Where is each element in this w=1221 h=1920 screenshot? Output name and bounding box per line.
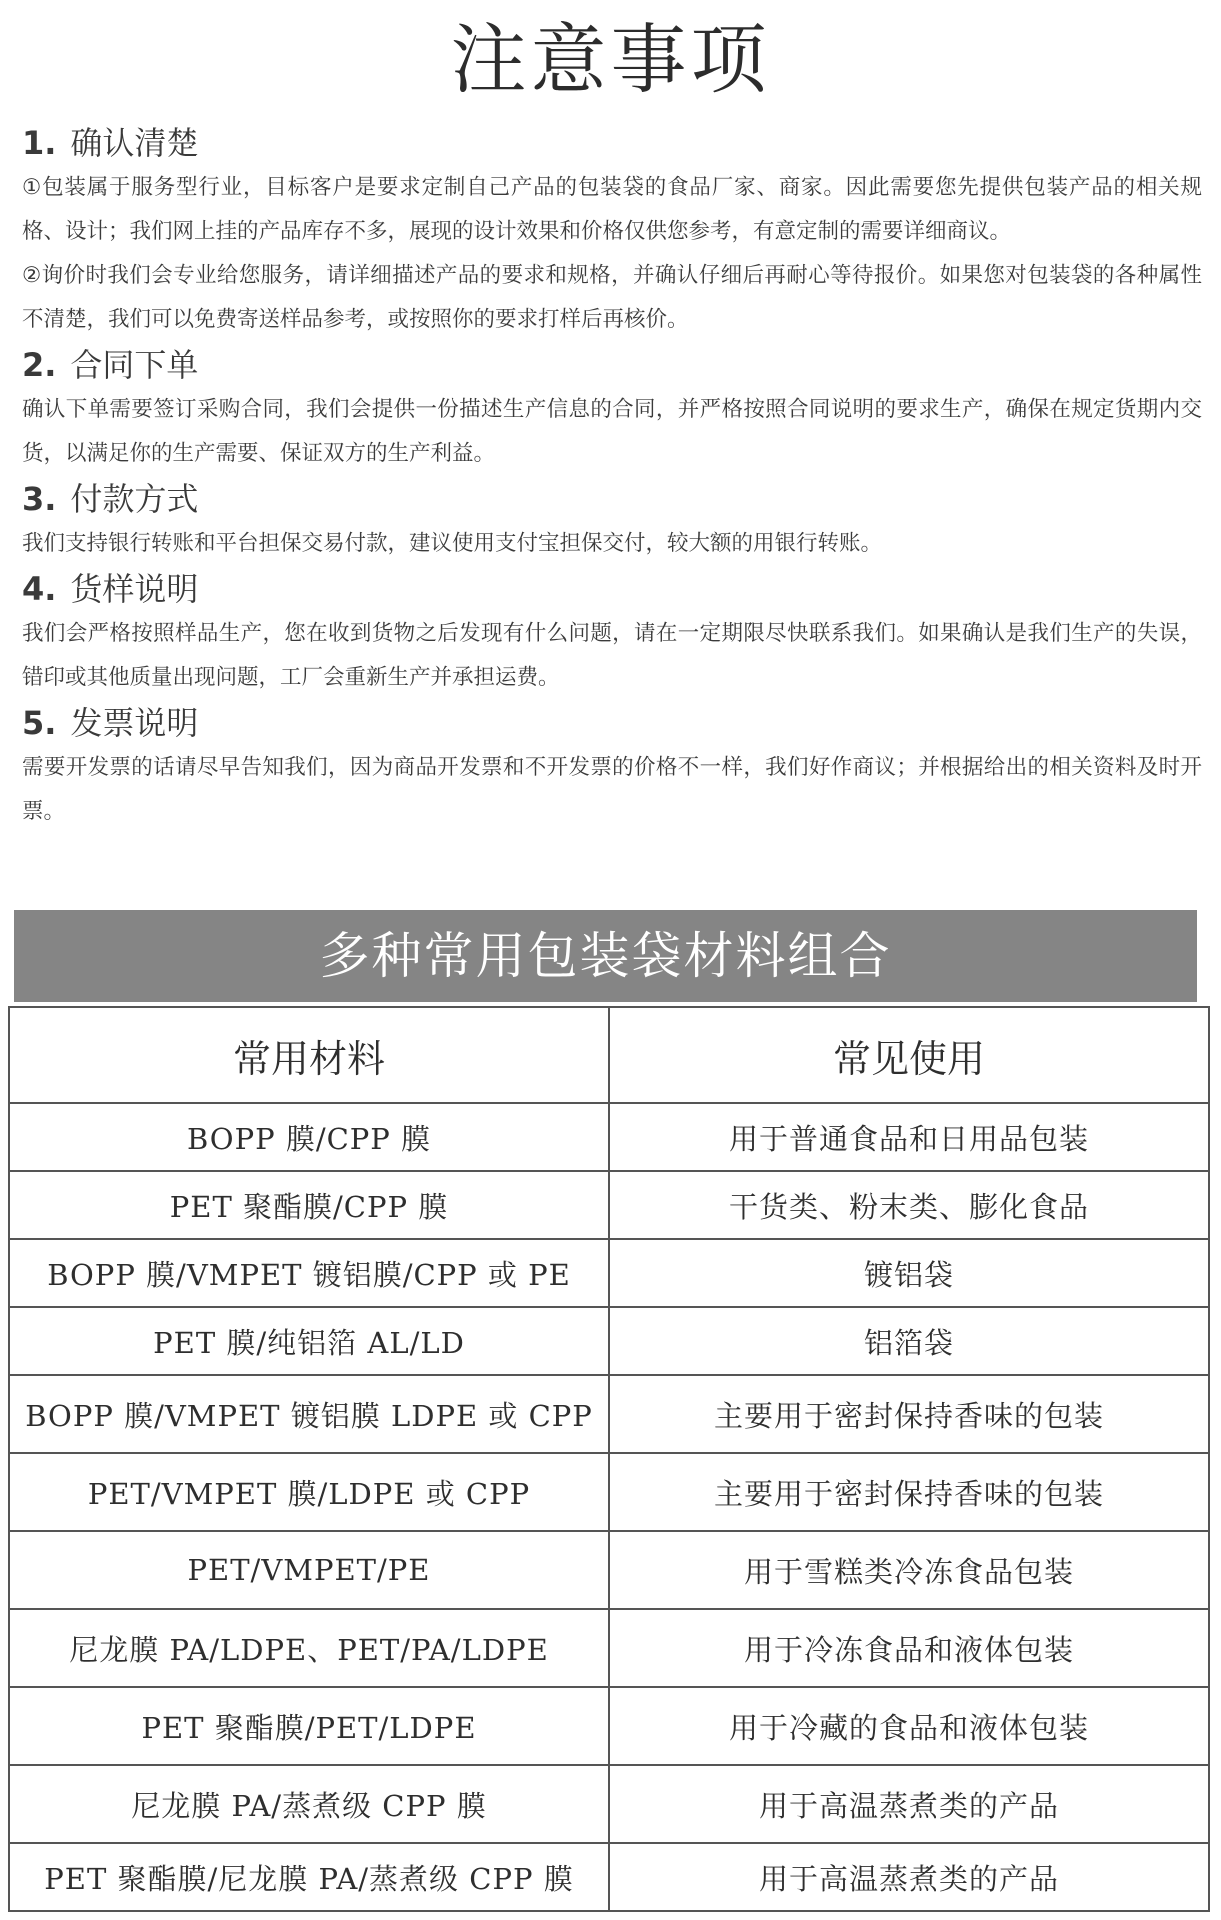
table-row — [9, 1687, 1209, 1765]
table-row — [9, 1171, 1209, 1239]
section-1 — [22, 120, 1202, 342]
section-number: 5. — [22, 704, 57, 742]
table-row — [9, 1103, 1209, 1171]
section-paragraph: 我们会严格按照样品生产，您在收到货物之后发现有什么问题，请在一定期限尽快联系我们。如果确认是我们生产的失误，错印或其他质量出现问题，工厂会重新生产并承担运费。 — [22, 621, 1202, 690]
usage-cell: 用于冷藏的食品和液体包装 — [609, 1687, 1209, 1765]
section-title: 付款方式 — [70, 480, 199, 518]
section-2 — [22, 342, 1202, 476]
table-row — [9, 1609, 1209, 1687]
section-number: 2. — [22, 346, 57, 384]
section-heading — [22, 700, 1202, 746]
table-row — [9, 1453, 1209, 1531]
usage-cell: 用于高温蒸煮类的产品 — [609, 1765, 1209, 1843]
material-cell: PET/VMPET/PE — [9, 1531, 609, 1609]
material-cell: 尼龙膜 PA/蒸煮级 CPP 膜 — [9, 1765, 609, 1843]
materials-table — [8, 1006, 1210, 1912]
usage-cell: 铝箔袋 — [609, 1307, 1209, 1375]
table-row — [9, 1765, 1209, 1843]
section-5 — [22, 700, 1202, 834]
table-row — [9, 1239, 1209, 1307]
usage-cell: 用于雪糕类冷冻食品包装 — [609, 1531, 1209, 1609]
table-row — [9, 1307, 1209, 1375]
material-cell: BOPP 膜/VMPET 镀铝膜 LDPE 或 CPP — [9, 1375, 609, 1453]
section-paragraph: ②询价时我们会专业给您服务，请详细描述产品的要求和规格，并确认仔细后再耐心等待报价。如果您对包装袋的各种属性不清楚，我们可以免费寄送样品参考，或按照你的要求打样后再核价。 — [22, 263, 1202, 332]
usage-cell: 镀铝袋 — [609, 1239, 1209, 1307]
page-title: 注意事项 — [450, 15, 771, 104]
usage-cell: 干货类、粉末类、膨化食品 — [609, 1171, 1209, 1239]
section-heading — [22, 120, 1202, 166]
usage-cell: 用于冷冻食品和液体包装 — [609, 1609, 1209, 1687]
material-cell: PET/VMPET 膜/LDPE 或 CPP — [9, 1453, 609, 1531]
material-cell: PET 聚酯膜/CPP 膜 — [9, 1171, 609, 1239]
column-header-usage: 常见使用 — [609, 1007, 1209, 1103]
usage-cell: 主要用于密封保持香味的包装 — [609, 1453, 1209, 1531]
material-cell: PET 聚酯膜/PET/LDPE — [9, 1687, 609, 1765]
table-header-row — [9, 1007, 1209, 1103]
section-3 — [22, 476, 1202, 566]
table-row — [9, 1843, 1209, 1911]
section-paragraph: 我们支持银行转账和平台担保交易付款，建议使用支付宝担保交付，较大额的用银行转账。 — [22, 531, 883, 556]
section-title: 货样说明 — [70, 570, 199, 608]
section-number: 1. — [22, 124, 57, 162]
material-cell: PET 聚酯膜/尼龙膜 PA/蒸煮级 CPP 膜 — [9, 1843, 609, 1911]
section-4 — [22, 566, 1202, 700]
material-cell: BOPP 膜/VMPET 镀铝膜/CPP 或 PE — [9, 1239, 609, 1307]
usage-cell: 用于高温蒸煮类的产品 — [609, 1843, 1209, 1911]
section-title: 发票说明 — [70, 704, 199, 742]
section-title: 确认清楚 — [70, 124, 199, 162]
notes-section — [22, 120, 1202, 834]
section-heading — [22, 476, 1202, 522]
section-number: 3. — [22, 480, 57, 518]
section-paragraph: 确认下单需要签订采购合同，我们会提供一份描述生产信息的合同，并严格按照合同说明的要求生产，确保在规定货期内交货，以满足你的生产需要、保证双方的生产利益。 — [22, 397, 1202, 466]
section-number: 4. — [22, 570, 57, 608]
table-row — [9, 1531, 1209, 1609]
table-row — [9, 1375, 1209, 1453]
section-heading — [22, 566, 1202, 612]
column-header-material: 常用材料 — [9, 1007, 609, 1103]
usage-cell: 用于普通食品和日用品包装 — [609, 1103, 1209, 1171]
materials-banner: 多种常用包装袋材料组合 — [14, 910, 1197, 1002]
section-title: 合同下单 — [70, 346, 199, 384]
material-cell: BOPP 膜/CPP 膜 — [9, 1103, 609, 1171]
material-cell: 尼龙膜 PA/LDPE、PET/PA/LDPE — [9, 1609, 609, 1687]
usage-cell: 主要用于密封保持香味的包装 — [609, 1375, 1209, 1453]
material-cell: PET 膜/纯铝箔 AL/LD — [9, 1307, 609, 1375]
section-paragraph: 需要开发票的话请尽早告知我们，因为商品开发票和不开发票的价格不一样，我们好作商议；并根据给出的相关资料及时开票。 — [22, 755, 1202, 824]
section-paragraph: ①包装属于服务型行业，目标客户是要求定制自己产品的包装袋的食品厂家、商家。因此需要您先提供包装产品的相关规格、设计；我们网上挂的产品库存不多，展现的设计效果和价格仅供您参考，有意定制的需要详细商议。 — [22, 175, 1202, 244]
section-heading — [22, 342, 1202, 388]
